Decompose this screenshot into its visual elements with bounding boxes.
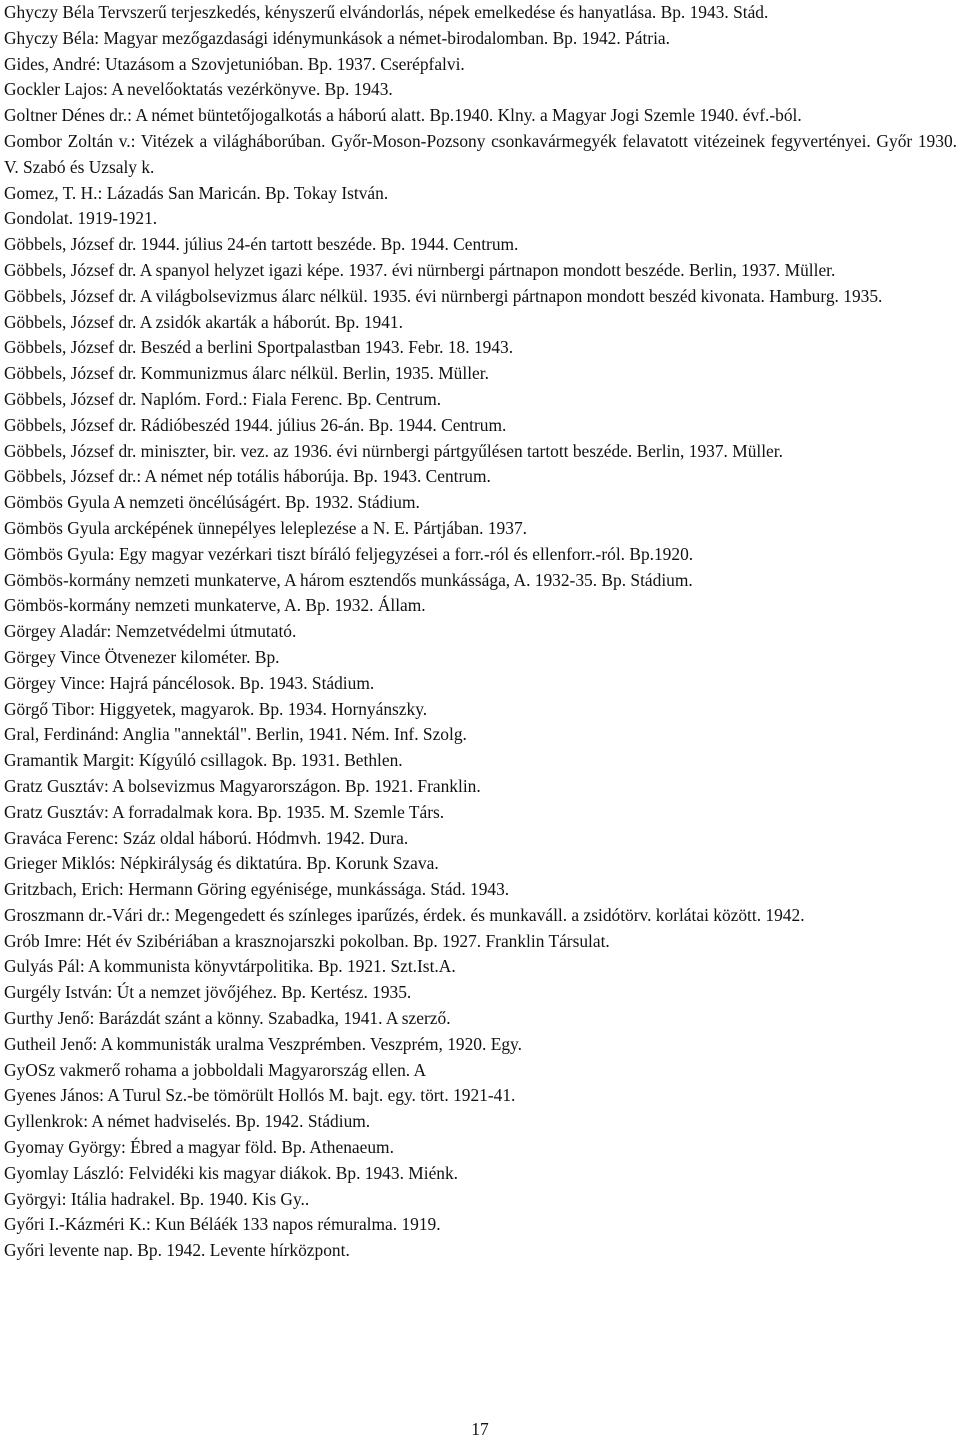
bibliography-entry: Gral, Ferdinánd: Anglia "annektál". Berlin, 1941. Ném. Inf. Szolg. [4,724,467,745]
bibliography-entry: Göbbels, József dr. 1944. július 24-én tartott beszéde. Bp. 1944. Centrum. [4,234,519,255]
bibliography-entry: Groszmann dr.-Vári dr.: Megengedett és színleges iparűzés, érdek. és munkaváll. a zsidótörv. korlátai között. 1942. [4,904,805,925]
bibliography-entry: Gockler Lajos: A nevelőoktatás vezérkönyve. Bp. 1943. [4,79,393,100]
bibliography-entry: Gurgély István: Út a nemzet jövőjéhez. Bp. Kertész. 1935. [4,982,412,1003]
bibliography-entry: Gramantik Margit: Kígyúló csillagok. Bp. 1931. Bethlen. [4,750,403,771]
bibliography-entry: Grób Imre: Hét év Szibériában a krasznojarszki pokolban. Bp. 1927. Franklin Társulat. [4,930,610,951]
bibliography-list [4,0,957,1264]
bibliography-entry: Gratz Gusztáv: A bolsevizmus Magyarországon. Bp. 1921. Franklin. [4,775,481,796]
bibliography-entry: Ghyczy Béla: Magyar mezőgazdasági idénymunkások a német-birodalomban. Bp. 1942. Pátria. [4,27,670,48]
bibliography-entry: Gritzbach, Erich: Hermann Göring egyénisége, munkássága. Stád. 1943. [4,879,510,900]
bibliography-entry: Graváca Ferenc: Száz oldal háború. Hódmvh. 1942. Dura. [4,827,409,848]
bibliography-entry: Ghyczy Béla Tervszerű terjeszkedés, kényszerű elvándorlás, népek emelkedése és hanyatlása. Bp. 1943. Stád. [4,2,769,22]
bibliography-entry: Görgey Vince: Hajrá páncélosok. Bp. 1943. Stádium. [4,672,375,693]
bibliography-entry: Göbbels, József dr. miniszter, bir. vez. az 1936. évi nürnbergi pártgyűlésen tartott beszéde. Berlin, 1937. Müller. [4,440,783,461]
bibliography-entry: Gides, André: Utazásom a Szovjetunióban. Bp. 1937. Cserépfalvi. [4,53,465,74]
bibliography-entry: Görgő Tibor: Higgyetek, magyarok. Bp. 1934. Hornyánszky. [4,698,428,719]
bibliography-entry: Győri levente nap. Bp. 1942. Levente hírközpont. [4,1240,350,1261]
bibliography-entry: Gutheil Jenő: A kommunisták uralma Veszprémben. Veszprém, 1920. Egy. [4,1033,522,1054]
bibliography-entry: Gratz Gusztáv: A forradalmak kora. Bp. 1935. M. Szemle Társ. [4,801,445,822]
bibliography-entry: Gondolat. 1919-1921. [4,208,158,229]
page-number: 17 [471,1419,489,1439]
bibliography-entry: Gyomay György: Ébred a magyar föld. Bp. Athenaeum. [4,1137,394,1158]
bibliography-entry: Gömbös Gyula arcképének ünnepélyes leleplezése a N. E. Pártjában. 1937. [4,517,527,538]
bibliography-entry: Goltner Dénes dr.: A német büntetőjogalkotás a háború alatt. Bp.1940. Klny. a Magyar Jogi Szemle 1940. évf.-ból. [4,105,802,126]
bibliography-entry: Göbbels, József dr. A világbolsevizmus álarc nélkül. 1935. évi nürnbergi pártnapon mondott beszéd kivonata. Hamburg. 1935. [4,285,883,306]
bibliography-entry: Gulyás Pál: A kommunista könyvtárpolitika. Bp. 1921. Szt.Ist.A. [4,956,456,977]
bibliography-entry: Grieger Miklós: Népkirályság és diktatúra. Bp. Korunk Szava. [4,853,439,874]
bibliography-entry: Göbbels, József dr. Kommunizmus álarc nélkül. Berlin, 1935. Müller. [4,363,489,384]
bibliography-entry: Györgyi: Itália hadrakel. Bp. 1940. Kis Gy.. [4,1188,310,1209]
bibliography-entry: Gömbös-kormány nemzeti munkaterve, A. Bp. 1932. Állam. [4,595,426,616]
bibliography-entry: Göbbels, József dr. Beszéd a berlini Sportpalastban 1943. Febr. 18. 1943. [4,337,514,358]
bibliography-entry: Gyllenkrok: A német hadviselés. Bp. 1942. Stádium. [4,1111,371,1132]
bibliography-entry: Gomez, T. H.: Lázadás San Maricán. Bp. Tokay István. [4,182,389,203]
bibliography-entry: Göbbels, József dr. Naplóm. Ford.: Fiala Ferenc. Bp. Centrum. [4,388,442,409]
bibliography-entry: Görgey Vince Ötvenezer kilométer. Bp. [4,646,280,667]
bibliography-entry: Görgey Aladár: Nemzetvédelmi útmutató. [4,621,297,642]
bibliography-entry: Gyomlay László: Felvidéki kis magyar diákok. Bp. 1943. Miénk. [4,1162,459,1183]
bibliography-entry: Gömbös Gyula: Egy magyar vezérkari tiszt bíráló feljegyzései a forr.-ról és ellenforr.-ról. Bp.1920. [4,543,694,564]
bibliography-entry: Göbbels, József dr.: A német nép totális háborúja. Bp. 1943. Centrum. [4,466,491,487]
bibliography-entry: Göbbels, József dr. A zsidók akarták a háborút. Bp. 1941. [4,311,403,332]
bibliography-entry: Gömbös-kormány nemzeti munkaterve, A három esztendős munkássága, A. 1932-35. Bp. Stádium. [4,569,693,590]
bibliography-entry: Győri I.-Kázméri K.: Kun Béláék 133 napos rémuralma. 1919. [4,1214,441,1235]
bibliography-entry: Gurthy Jenő: Barázdát szánt a könny. Szabadka, 1941. A szerző. [4,1008,451,1029]
bibliography-entry: GyOSz vakmerő rohama a jobboldali Magyarország ellen. A [4,1059,427,1080]
bibliography-entry: Gömbös Gyula A nemzeti öncélúságért. Bp. 1932. Stádium. [4,492,420,513]
bibliography-entry: Gombor Zoltán v.: Vitézek a világháborúban. Győr-Moson-Pozsony csonkavármegyék felavatott vitézeinek fegyvertényei. Győr 1930. V. Szabó és Uzsaly k. [4,130,957,177]
bibliography-entry: Göbbels, József dr. A spanyol helyzet igazi képe. 1937. évi nürnbergi pártnapon mondott beszéde. Berlin, 1937. Müller. [4,259,836,280]
bibliography-entry: Göbbels, József dr. Rádióbeszéd 1944. július 26-án. Bp. 1944. Centrum. [4,414,507,435]
bibliography-entry: Gyenes János: A Turul Sz.-be tömörült Hollós M. bajt. egy. tört. 1921-41. [4,1085,516,1106]
